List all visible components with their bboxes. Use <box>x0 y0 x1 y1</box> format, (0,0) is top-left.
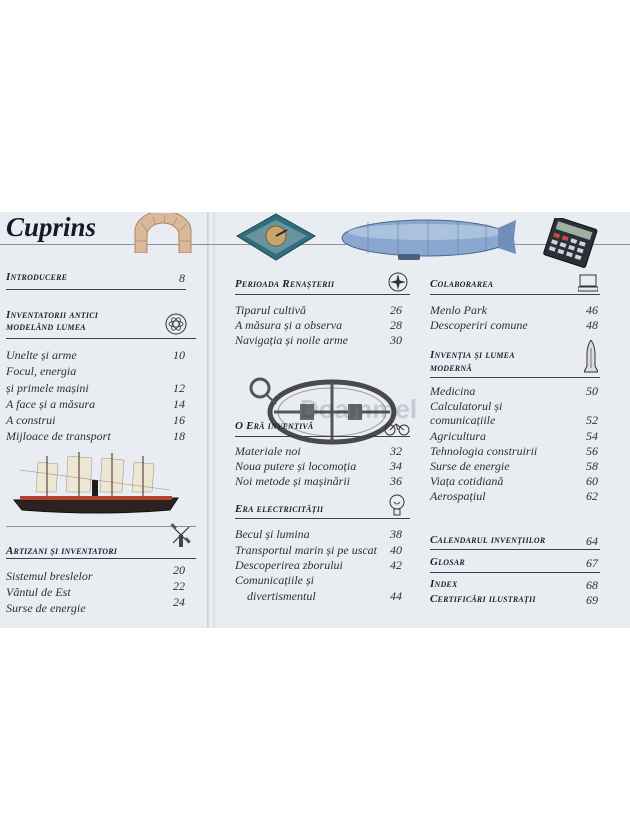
sundial-illustration <box>235 212 317 262</box>
toc-item[interactable]: Noua putere și locomoția <box>235 459 357 473</box>
divider <box>235 518 410 519</box>
toc-item[interactable]: A măsura și a observa <box>235 318 343 332</box>
toc-item[interactable]: Medicina <box>430 384 476 398</box>
divider <box>6 558 196 559</box>
divider <box>430 377 600 378</box>
page-number: 36 <box>390 474 402 488</box>
computer-icon <box>578 274 598 292</box>
section-introducere[interactable]: Introducere <box>6 271 68 283</box>
toc-item[interactable]: A construi <box>6 413 56 427</box>
toc-item[interactable]: Descoperiri comune <box>430 318 528 332</box>
page-number: 48 <box>586 318 598 332</box>
page-number: 38 <box>390 527 402 541</box>
toc-item[interactable]: Tehnologia construirii <box>430 444 538 458</box>
toc-item[interactable]: Vântul de Est <box>6 585 71 599</box>
section-artizani[interactable]: Artizani și inventatori <box>6 545 118 557</box>
divider <box>6 338 196 339</box>
section-glosar[interactable]: Glosar <box>430 556 465 568</box>
divider <box>235 294 410 295</box>
toc-item[interactable]: Tiparul cultivă <box>235 303 307 317</box>
section-inventiva[interactable]: O Eră inventivă <box>235 420 314 432</box>
toc-item[interactable]: Surse de energie <box>6 601 86 615</box>
toc-item[interactable]: Materiale noi <box>235 444 301 458</box>
page-number: 50 <box>586 384 598 398</box>
toc-item[interactable]: comunicațiile <box>430 413 496 427</box>
page-number: 42 <box>390 558 402 572</box>
toc-item[interactable]: și primele mașini <box>6 381 89 395</box>
section-moderna[interactable]: Invenția și lumea <box>430 349 515 361</box>
toc-item[interactable]: Transportul marin și pe uscat <box>235 543 378 557</box>
space-shuttle-icon <box>584 340 598 374</box>
section-antici-line2: modelând lumea <box>6 321 86 333</box>
page-number: 40 <box>390 543 402 557</box>
divider <box>6 289 186 290</box>
page-number: 60 <box>586 474 598 488</box>
toc-item[interactable]: Menlo Park <box>430 303 487 317</box>
page-number: 56 <box>586 444 598 458</box>
toc-item[interactable]: Viața cotidiană <box>430 474 504 488</box>
book-spine <box>207 212 215 628</box>
zeppelin-illustration <box>338 214 518 266</box>
page-title: Cuprins <box>6 212 97 242</box>
section-antici[interactable]: Inventatorii antici <box>6 309 99 321</box>
toc-item[interactable]: Unelte și arme <box>6 348 77 362</box>
toc-item[interactable]: Surse de energie <box>430 459 510 473</box>
toc-item[interactable]: Noi metode și mașinării <box>235 474 351 488</box>
page-number: 24 <box>173 595 185 609</box>
toc-item[interactable]: Focul, energia <box>6 364 77 378</box>
divider <box>235 436 410 437</box>
page-number: 26 <box>390 303 402 317</box>
page-number: 64 <box>586 534 598 548</box>
page-number: 16 <box>173 413 185 427</box>
page-number: 67 <box>586 556 598 570</box>
page-number: 69 <box>586 593 598 607</box>
atom-icon <box>165 313 187 335</box>
page-number: 10 <box>173 348 185 362</box>
lightbulb-icon <box>389 494 405 518</box>
windmill-icon <box>168 522 194 548</box>
page-number: 22 <box>173 579 185 593</box>
page-number: 12 <box>173 381 185 395</box>
sailing-steamship-illustration <box>10 450 185 520</box>
divider <box>430 572 600 573</box>
section-renastere[interactable]: Perioada Renașterii <box>235 278 335 290</box>
page-number: 32 <box>390 444 402 458</box>
page-number: 30 <box>390 333 402 347</box>
toc-item[interactable]: Comunicațiile și <box>235 573 314 587</box>
page-number: 52 <box>586 413 598 427</box>
toc-item[interactable]: Navigația și noile arme <box>235 333 348 347</box>
divider <box>430 549 600 550</box>
page-number: 58 <box>586 459 598 473</box>
toc-item[interactable]: Agricultura <box>430 429 486 443</box>
page-number: 54 <box>586 429 598 443</box>
section-calendar[interactable]: Calendarul invențiilor <box>430 534 546 546</box>
page-number: 28 <box>390 318 402 332</box>
toc-item[interactable]: Mijloace de transport <box>6 429 111 443</box>
section-moderna-line2: modernă <box>430 362 472 374</box>
page-number: 20 <box>173 563 185 577</box>
page-number: 68 <box>586 578 598 592</box>
section-electricitate[interactable]: Era electricității <box>235 503 324 515</box>
page-number: 46 <box>586 303 598 317</box>
watermark: Doammel <box>300 394 418 424</box>
page-number: 14 <box>173 397 185 411</box>
toc-item[interactable]: Aerospațiul <box>430 489 486 503</box>
section-index[interactable]: Index <box>430 578 458 590</box>
calculator-illustration <box>540 218 600 268</box>
compass-rose-icon <box>388 272 408 292</box>
divider <box>430 294 600 295</box>
section-certificari[interactable]: Certificări ilustrații <box>430 593 536 605</box>
page-number: 34 <box>390 459 402 473</box>
stone-arch-illustration <box>133 213 193 253</box>
toc-item[interactable]: A face și a măsura <box>6 397 96 411</box>
toc-item[interactable]: Descoperirea zborului <box>235 558 343 572</box>
page-number: 18 <box>173 429 185 443</box>
toc-item[interactable]: divertismentul <box>247 589 316 603</box>
toc-item[interactable]: Calculatorul și <box>430 399 503 413</box>
toc-item[interactable]: Sistemul breslelor <box>6 569 93 583</box>
page-number: 8 <box>179 271 185 285</box>
section-colaborare[interactable]: Colaborarea <box>430 278 494 290</box>
page-number: 44 <box>390 589 402 603</box>
toc-item[interactable]: Becul și lumina <box>235 527 310 541</box>
page-number: 62 <box>586 489 598 503</box>
